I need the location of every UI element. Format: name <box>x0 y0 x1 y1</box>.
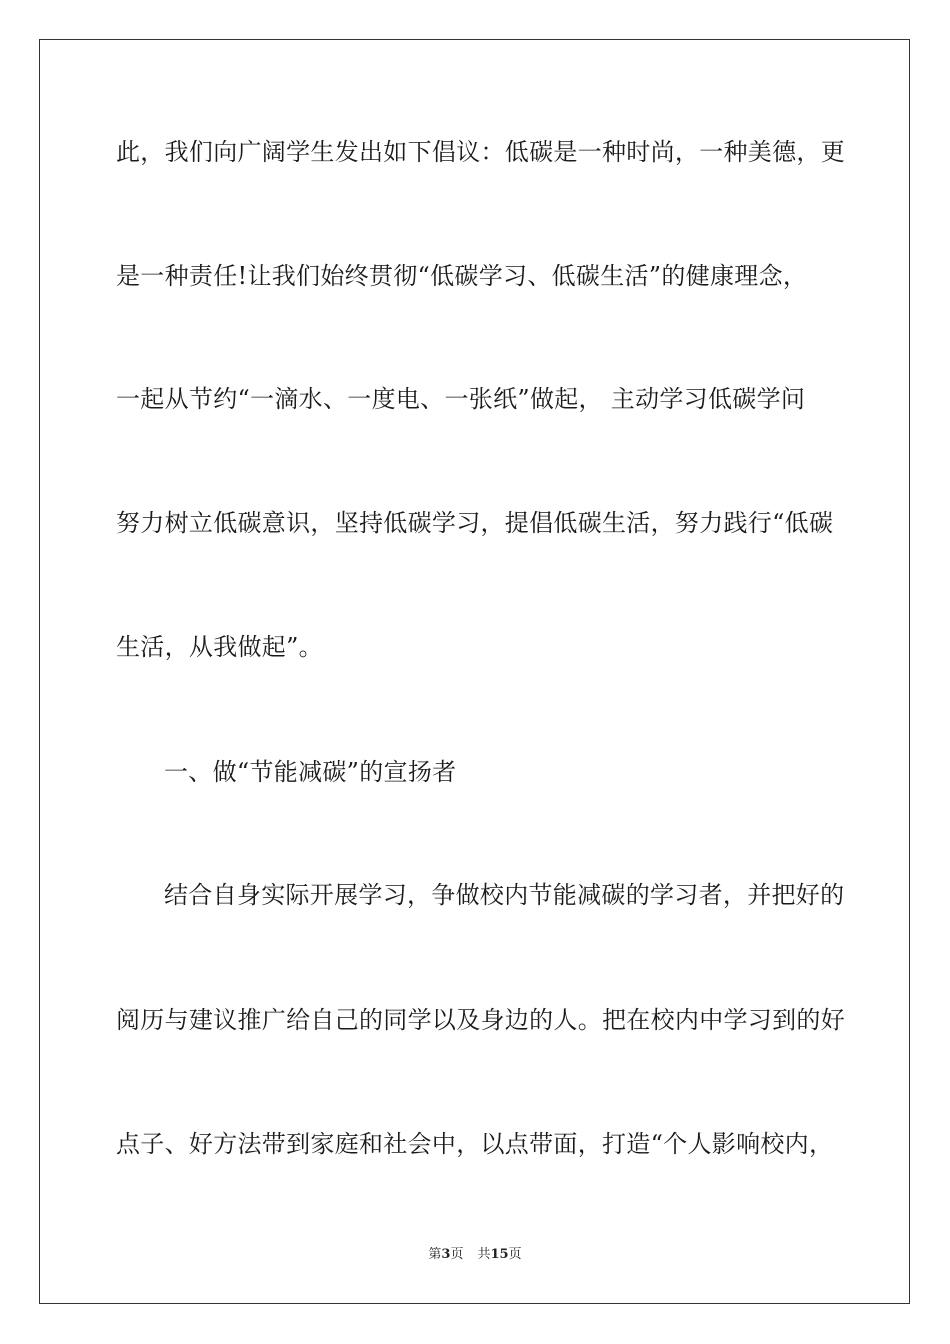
text-line-5: 生活，从我做起”。 <box>116 633 323 661</box>
page-prefix: 第 <box>428 1247 442 1262</box>
text-line-9: 点子、好方法带到家庭和社会中，以点带面，打造“个人影响校内， <box>116 1130 834 1158</box>
text-line-4: 努力树立低碳意识，坚持低碳学习，提倡低碳生活，努力践行“低碳 <box>116 509 834 537</box>
page-footer <box>0 1246 950 1264</box>
text-line-3: 一起从节约“一滴水、一度电、一张纸”做起， 主动学习低碳学问 <box>116 385 806 413</box>
total-pages: 15 <box>490 1247 509 1262</box>
text-line-1: 此，我们向广阔学生发出如下倡议：低碳是一种时尚，一种美德，更 <box>116 138 845 166</box>
page-suffix: 页 <box>450 1247 464 1262</box>
section-heading: 一、做“节能减碳”的宣扬者 <box>164 758 457 786</box>
page-border <box>39 39 910 1304</box>
text-line-2: 是一种责任!让我们始终贯彻“低碳学习、低碳生活”的健康理念， <box>116 262 808 290</box>
total-suffix: 页 <box>508 1247 522 1262</box>
text-line-7: 结合自身实际开展学习，争做校内节能减碳的学习者，并把好的 <box>164 881 845 909</box>
page-number: 3 <box>441 1247 451 1262</box>
text-line-8: 阅历与建议推广给自己的同学以及身边的人。把在校内中学习到的好 <box>116 1006 845 1034</box>
total-prefix: 共 <box>477 1247 491 1262</box>
